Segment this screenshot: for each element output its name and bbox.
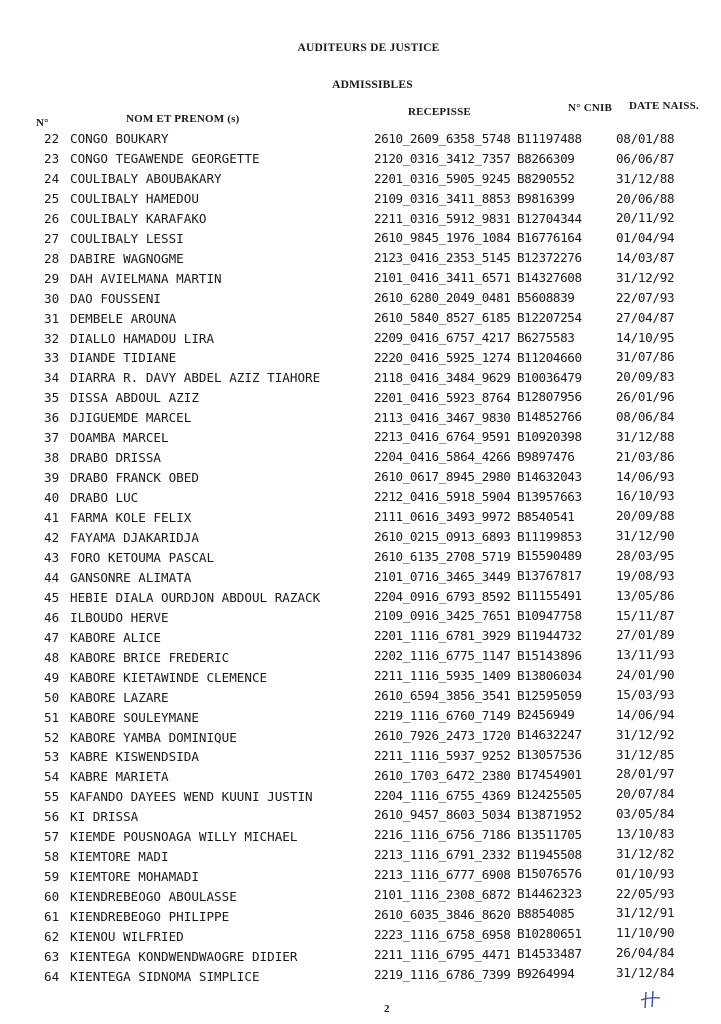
- table-row: [0, 510, 721, 530]
- row-name: DAO FOUSSENI: [70, 290, 161, 306]
- row-cnib: B12207254: [517, 309, 582, 325]
- row-number: 61: [44, 909, 60, 925]
- row-receipt: 2610_9845_1976_1084: [374, 230, 511, 246]
- row-cnib: B2456949: [517, 707, 575, 723]
- row-number: 39: [44, 470, 60, 486]
- table-row: [0, 547, 721, 570]
- row-birth-date: 31/12/88: [616, 170, 675, 186]
- row-number: 38: [44, 450, 60, 466]
- table-row: [0, 331, 721, 351]
- row-receipt: 2111_0616_3493_9972: [374, 509, 511, 524]
- table-row: [0, 964, 721, 989]
- row-number: 27: [44, 230, 60, 246]
- row-number: 60: [44, 889, 60, 905]
- row-receipt: 2120_0316_3412_7357: [374, 150, 511, 166]
- row-birth-date: 22/07/93: [616, 289, 675, 305]
- row-receipt: 2219_1116_6786_7399: [374, 966, 511, 982]
- row-number: 49: [44, 669, 60, 685]
- row-receipt: 2610_6135_2708_5719: [374, 548, 511, 564]
- row-cnib: B15143896: [517, 647, 582, 663]
- row-name: KABORE SOULEYMANE: [70, 709, 199, 725]
- row-cnib: B12704344: [517, 210, 582, 226]
- row-cnib: B8290552: [517, 170, 575, 186]
- row-number: 43: [44, 549, 60, 565]
- table-row: [0, 311, 721, 331]
- row-number: 51: [44, 709, 60, 725]
- row-name: KIEMTORE MOHAMADI: [70, 869, 199, 885]
- row-number: 26: [44, 210, 60, 226]
- row-name: KIENDREBEOGO PHILIPPE: [70, 909, 230, 925]
- row-cnib: B13806034: [517, 667, 582, 683]
- row-cnib: B5608839: [517, 290, 575, 305]
- row-receipt: 2209_0416_6757_4217: [374, 329, 511, 345]
- row-name: KIEMDE POUSNOAGA WILLY MICHAEL: [70, 829, 298, 845]
- row-receipt: 2211_1116_5935_1409: [374, 668, 511, 684]
- table-row: [0, 410, 721, 430]
- row-birth-date: 20/06/88: [616, 190, 675, 206]
- row-receipt: 2610_5840_8527_6185: [374, 310, 511, 326]
- row-receipt: 2204_1116_6755_4369: [374, 787, 511, 803]
- table-row: [0, 567, 721, 590]
- row-cnib: B11197488: [517, 131, 582, 146]
- row-birth-date: 26/01/96: [616, 389, 675, 405]
- row-birth-date: 31/12/91: [616, 905, 675, 921]
- row-receipt: 2109_0916_3425_7651: [374, 608, 511, 624]
- table-row: [0, 687, 721, 710]
- row-number: 30: [44, 290, 60, 306]
- row-receipt: 2101_0416_3411_6571: [374, 270, 511, 286]
- row-cnib: B14632247: [517, 727, 582, 743]
- row-number: 23: [44, 150, 60, 166]
- row-birth-date: 16/10/93: [616, 488, 675, 504]
- row-birth-date: 13/05/86: [616, 587, 675, 603]
- row-cnib: B11945508: [517, 846, 582, 862]
- row-birth-date: 14/10/95: [616, 329, 675, 345]
- table-row: [0, 845, 721, 869]
- row-cnib: B14852766: [517, 409, 582, 425]
- row-name: KABRE KISWENDSIDA: [70, 749, 199, 765]
- row-receipt: 2201_0416_5923_8764: [374, 389, 511, 405]
- row-cnib: B11944732: [517, 627, 582, 643]
- row-name: DISSA ABDOUL AZIZ: [70, 390, 199, 406]
- row-number: 40: [44, 490, 60, 506]
- row-receipt: 2201_0316_5905_9245: [374, 170, 511, 186]
- row-birth-date: 27/04/87: [616, 309, 675, 325]
- table-row: [0, 726, 721, 750]
- row-number: 25: [44, 190, 60, 206]
- row-receipt: 2113_0416_3467_9830: [374, 409, 511, 425]
- row-name: DJIGUEMDE MARCEL: [70, 410, 192, 426]
- table-row: [0, 450, 721, 470]
- header-name: NOM ET PRENOM (s): [126, 113, 240, 125]
- row-number: 52: [44, 729, 60, 745]
- row-birth-date: 31/12/90: [616, 528, 675, 544]
- row-number: 41: [44, 510, 60, 526]
- row-receipt: 2610_0215_0913_6893: [374, 528, 511, 544]
- row-name: KABORE YAMBA DOMINIQUE: [70, 729, 237, 745]
- row-name: DRABO LUC: [70, 490, 139, 506]
- row-receipt: 2219_1116_6760_7149: [374, 707, 511, 723]
- row-name: GANSONRE ALIMATA: [70, 569, 192, 585]
- row-name: KAFANDO DAYEES WEND KUUNI JUSTIN: [70, 789, 313, 805]
- row-birth-date: 31/12/82: [616, 845, 675, 861]
- row-birth-date: 08/06/84: [616, 409, 675, 424]
- row-cnib: B12372276: [517, 250, 582, 266]
- row-cnib: B8854085: [517, 906, 575, 922]
- row-name: KABRE MARIETA: [70, 769, 169, 785]
- row-number: 37: [44, 430, 60, 446]
- row-receipt: 2204_0416_5864_4266: [374, 449, 511, 465]
- row-receipt: 2211_1116_6795_4471: [374, 946, 511, 962]
- row-receipt: 2118_0416_3484_9629: [374, 369, 511, 385]
- row-birth-date: 31/07/86: [616, 349, 675, 365]
- row-cnib: B15076576: [517, 866, 582, 882]
- row-receipt: 2610_9457_8603_5034: [374, 807, 511, 823]
- table-row: [0, 925, 721, 949]
- row-number: 35: [44, 390, 60, 406]
- row-receipt: 2610_6035_3846_8620: [374, 906, 511, 922]
- row-birth-date: 31/12/92: [616, 726, 675, 742]
- table-row: [0, 390, 721, 410]
- row-birth-date: 01/04/94: [616, 230, 675, 246]
- row-cnib: B9816399: [517, 190, 575, 206]
- row-receipt: 2610_7926_2473_1720: [374, 727, 511, 743]
- row-number: 53: [44, 749, 60, 765]
- row-name: DRABO DRISSA: [70, 450, 161, 466]
- row-cnib: B13057536: [517, 747, 582, 763]
- row-name: COULIBALY LESSI: [70, 230, 184, 246]
- row-number: 34: [44, 370, 60, 386]
- row-receipt: 2213_1116_6777_6908: [374, 867, 511, 883]
- row-birth-date: 21/03/86: [616, 448, 675, 464]
- table-row: [0, 291, 721, 311]
- row-name: KABORE BRICE FREDERIC: [70, 649, 230, 665]
- row-cnib: B10280651: [517, 926, 582, 942]
- row-birth-date: 01/10/93: [616, 865, 675, 881]
- table-row: [0, 746, 721, 769]
- table-row: [0, 667, 721, 690]
- row-number: 59: [44, 869, 60, 885]
- row-cnib: B10947758: [517, 608, 582, 624]
- row-cnib: B15590489: [517, 548, 582, 564]
- row-name: DRABO FRANCK OBED: [70, 470, 199, 486]
- table-row: [0, 171, 721, 191]
- row-name: FAYAMA DJAKARIDJA: [70, 530, 199, 545]
- row-number: 64: [44, 968, 60, 984]
- table-row: [0, 530, 721, 550]
- row-number: 58: [44, 849, 60, 865]
- row-name: DIARRA R. DAVY ABDEL AZIZ TIAHORE: [70, 370, 321, 386]
- page-number: 2: [384, 1003, 390, 1015]
- row-birth-date: 20/07/84: [616, 786, 675, 802]
- row-name: KI DRISSA: [70, 809, 139, 825]
- table-row: [0, 647, 721, 670]
- row-cnib: B8540541: [517, 508, 575, 524]
- row-number: 28: [44, 250, 60, 266]
- row-receipt: 2220_0416_5925_1274: [374, 349, 511, 365]
- row-name: FARMA KOLE FELIX: [70, 510, 192, 526]
- row-receipt: 2213_1116_6791_2332: [374, 847, 511, 863]
- table-row: [0, 627, 721, 650]
- row-birth-date: 31/12/88: [616, 428, 675, 444]
- row-receipt: 2212_0416_5918_5904: [374, 489, 511, 505]
- row-cnib: B6275583: [517, 329, 575, 345]
- row-name: DIANDE TIDIANE: [70, 350, 177, 366]
- row-receipt: 2610_6280_2049_0481: [374, 290, 511, 306]
- row-birth-date: 28/01/97: [616, 766, 675, 782]
- row-cnib: B10036479: [517, 369, 582, 385]
- row-birth-date: 15/03/93: [616, 687, 675, 702]
- row-number: 24: [44, 170, 60, 186]
- row-name: KIENTEGA SIDNOMA SIMPLICE: [70, 968, 260, 984]
- header-birth-date: DATE NAISS.: [629, 100, 699, 112]
- row-number: 63: [44, 948, 60, 964]
- row-receipt: 2204_0916_6793_8592: [374, 588, 511, 604]
- table-row: [0, 826, 721, 849]
- row-number: 48: [44, 649, 60, 665]
- row-birth-date: 14/06/94: [616, 706, 675, 722]
- row-cnib: B14533487: [517, 945, 582, 961]
- row-birth-date: 14/06/93: [616, 468, 675, 484]
- row-name: DOAMBA MARCEL: [70, 430, 169, 446]
- row-name: COULIBALY KARAFAKO: [70, 210, 207, 226]
- table-row: [0, 945, 721, 969]
- row-name: KIENTEGA KONDWENDWAOGRE DIDIER: [70, 948, 298, 964]
- row-name: HEBIE DIALA OURDJON ABDOUL RAZACK: [70, 589, 321, 605]
- row-number: 55: [44, 789, 60, 805]
- table-row: [0, 766, 721, 789]
- row-number: 46: [44, 609, 60, 625]
- row-birth-date: 28/03/95: [616, 547, 675, 563]
- row-cnib: B12807956: [517, 389, 582, 405]
- row-cnib: B13767817: [517, 568, 582, 584]
- table-row: [0, 350, 721, 370]
- table-row: [0, 587, 721, 610]
- row-receipt: 2101_1116_2308_6872: [374, 886, 511, 902]
- header-cnib: N° CNIB: [568, 102, 612, 114]
- row-birth-date: 13/10/83: [616, 826, 675, 841]
- table-row: [0, 231, 721, 251]
- row-birth-date: 20/09/88: [616, 508, 675, 524]
- row-birth-date: 14/03/87: [616, 250, 675, 266]
- row-birth-date: 31/12/92: [616, 270, 675, 285]
- row-name: COULIBALY ABOUBAKARY: [70, 170, 222, 186]
- row-number: 45: [44, 589, 60, 605]
- row-cnib: B9897476: [517, 449, 575, 464]
- row-number: 54: [44, 769, 60, 785]
- table-row: [0, 706, 721, 730]
- row-cnib: B14632043: [517, 468, 582, 484]
- row-cnib: B14462323: [517, 886, 582, 902]
- row-birth-date: 26/04/84: [616, 945, 675, 961]
- row-name: FORO KETOUMA PASCAL: [70, 549, 215, 565]
- row-receipt: 2216_1116_6756_7186: [374, 827, 511, 843]
- row-birth-date: 20/11/92: [616, 210, 675, 226]
- row-cnib: B9264994: [517, 965, 575, 981]
- row-name: KIENDREBEOGO ABOULASSE: [70, 889, 237, 905]
- row-name: DEMBELE AROUNA: [70, 310, 177, 326]
- document-subtitle: ADMISSIBLES: [332, 79, 413, 91]
- row-name: KABORE ALICE: [70, 629, 161, 645]
- row-number: 57: [44, 829, 60, 845]
- row-birth-date: 24/01/90: [616, 667, 675, 683]
- row-name: CONGO BOUKARY: [70, 131, 169, 146]
- row-number: 33: [44, 350, 60, 366]
- table-row: [0, 470, 721, 490]
- row-name: COULIBALY HAMEDOU: [70, 190, 199, 206]
- row-birth-date: 03/05/84: [616, 806, 675, 822]
- row-cnib: B11204660: [517, 349, 582, 365]
- table-row: [0, 786, 721, 809]
- row-cnib: B11199853: [517, 528, 582, 544]
- row-cnib: B12595059: [517, 687, 582, 703]
- table-row: [0, 131, 721, 151]
- row-receipt: 2610_2609_6358_5748: [374, 131, 511, 146]
- table-row: [0, 211, 721, 231]
- row-name: KIEMTORE MADI: [70, 849, 169, 865]
- row-name: DAH AVIELMANA MARTIN: [70, 270, 222, 286]
- row-birth-date: 22/05/93: [616, 885, 675, 901]
- row-receipt: 2211_1116_5937_9252: [374, 747, 511, 763]
- row-number: 36: [44, 410, 60, 426]
- row-name: KABORE LAZARE: [70, 689, 169, 705]
- row-cnib: B10920398: [517, 429, 582, 445]
- table-row: [0, 430, 721, 450]
- table-row: [0, 251, 721, 271]
- row-receipt: 2202_1116_6775_1147: [374, 648, 511, 664]
- row-receipt: 2123_0416_2353_5145: [374, 250, 511, 266]
- table-row: [0, 271, 721, 291]
- table-row: [0, 191, 721, 211]
- row-birth-date: 06/06/87: [616, 150, 675, 166]
- header-number: N°: [36, 117, 49, 129]
- row-name: KABORE KIETAWINDE CLEMENCE: [70, 669, 268, 685]
- table-row: [0, 370, 721, 390]
- row-number: 31: [44, 310, 60, 326]
- row-name: KIENOU WILFRIED: [70, 929, 184, 944]
- row-birth-date: 31/12/84: [616, 964, 675, 980]
- row-name: DIALLO HAMADOU LIRA: [70, 330, 215, 346]
- table-row: [0, 806, 721, 829]
- row-number: 62: [44, 929, 60, 944]
- table-row: [0, 151, 721, 171]
- row-birth-date: 31/12/85: [616, 746, 675, 762]
- table-row: [0, 490, 721, 510]
- table-row: [0, 865, 721, 889]
- row-name: DABIRE WAGNOGME: [70, 250, 184, 266]
- row-birth-date: 13/11/93: [616, 647, 675, 663]
- row-number: 44: [44, 569, 60, 585]
- row-number: 56: [44, 809, 60, 825]
- row-number: 42: [44, 530, 60, 545]
- row-number: 22: [44, 131, 60, 146]
- table-row: [0, 607, 721, 630]
- row-receipt: 2109_0316_3411_8853: [374, 190, 511, 206]
- handwritten-paraph-icon: [640, 988, 680, 1010]
- row-receipt: 2223_1116_6758_6958: [374, 926, 511, 942]
- row-number: 32: [44, 330, 60, 346]
- row-cnib: B12425505: [517, 786, 582, 802]
- table-row: [0, 885, 721, 909]
- row-receipt: 2610_0617_8945_2980: [374, 469, 511, 485]
- row-cnib: B14327608: [517, 270, 582, 286]
- row-cnib: B13957663: [517, 488, 582, 504]
- row-receipt: 2201_1116_6781_3929: [374, 628, 511, 644]
- row-cnib: B13871952: [517, 806, 582, 822]
- row-receipt: 2610_6594_3856_3541: [374, 688, 511, 704]
- row-birth-date: 15/11/87: [616, 607, 675, 623]
- row-name: ILBOUDO HERVE: [70, 609, 169, 625]
- row-receipt: 2610_1703_6472_2380: [374, 767, 511, 783]
- row-cnib: B16776164: [517, 230, 582, 246]
- row-number: 29: [44, 270, 60, 286]
- row-birth-date: 20/09/83: [616, 369, 675, 385]
- row-birth-date: 27/01/89: [616, 627, 675, 643]
- row-number: 47: [44, 629, 60, 645]
- row-birth-date: 11/10/90: [616, 925, 675, 941]
- row-cnib: B8266309: [517, 150, 575, 166]
- row-receipt: 2213_0416_6764_9591: [374, 429, 511, 445]
- row-receipt: 2211_0316_5912_9831: [374, 210, 511, 226]
- row-birth-date: 19/08/93: [616, 567, 675, 583]
- table-row: [0, 905, 721, 929]
- row-name: CONGO TEGAWENDE GEORGETTE: [70, 150, 260, 166]
- row-number: 50: [44, 689, 60, 705]
- document-title: AUDITEURS DE JUSTICE: [297, 42, 440, 54]
- header-receipt: RECEPISSE: [408, 106, 471, 118]
- row-cnib: B13511705: [517, 826, 582, 842]
- row-cnib: B11155491: [517, 588, 582, 604]
- row-receipt: 2101_0716_3465_3449: [374, 568, 511, 584]
- row-cnib: B17454901: [517, 767, 582, 783]
- row-birth-date: 08/01/88: [616, 131, 675, 146]
